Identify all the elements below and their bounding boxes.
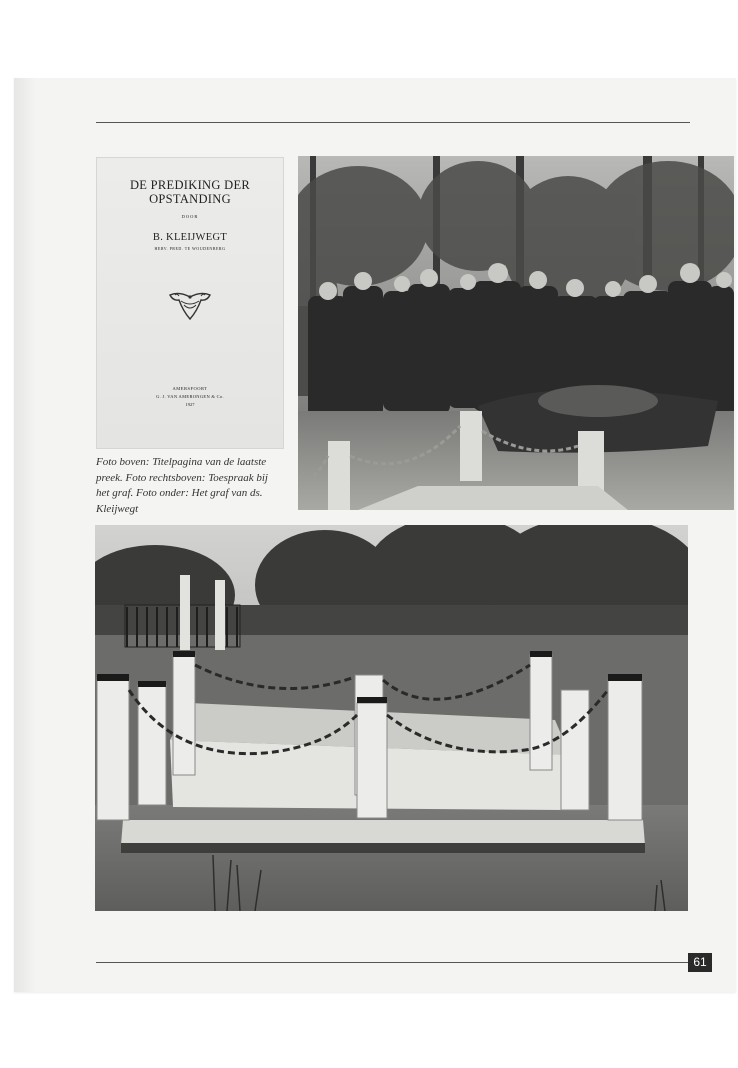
bottom-rule: [96, 962, 688, 963]
grave-speech-photo: [298, 156, 734, 510]
page-gutter: [14, 78, 36, 992]
ornament-icon: [167, 289, 213, 323]
page-number: 61: [688, 953, 712, 972]
title-page-author: B. KLEIJWEGT: [152, 232, 228, 243]
title-page-place: AMERSFOORT: [172, 386, 208, 391]
photo-caption: Foto boven: Titelpagina van de laatste preek. Foto rechtsboven: Toespraak bij het graf. Foto onder: Het graf van ds. Kleijwegt: [96, 456, 268, 515]
title-page-door: DOOR: [181, 214, 199, 219]
title-page-year: 1927: [185, 402, 195, 407]
title-page-title: DE PREDIKING DER OPSTANDING: [129, 178, 251, 206]
title-page-publisher: G. J. VAN AMERONGEN & Co.: [156, 394, 224, 399]
title-page-author-sub: HERV. PRED. TE WOUDENBERG: [154, 246, 226, 251]
grave-photo: [95, 525, 688, 911]
title-page-image: [96, 157, 284, 449]
top-rule: [96, 122, 690, 123]
